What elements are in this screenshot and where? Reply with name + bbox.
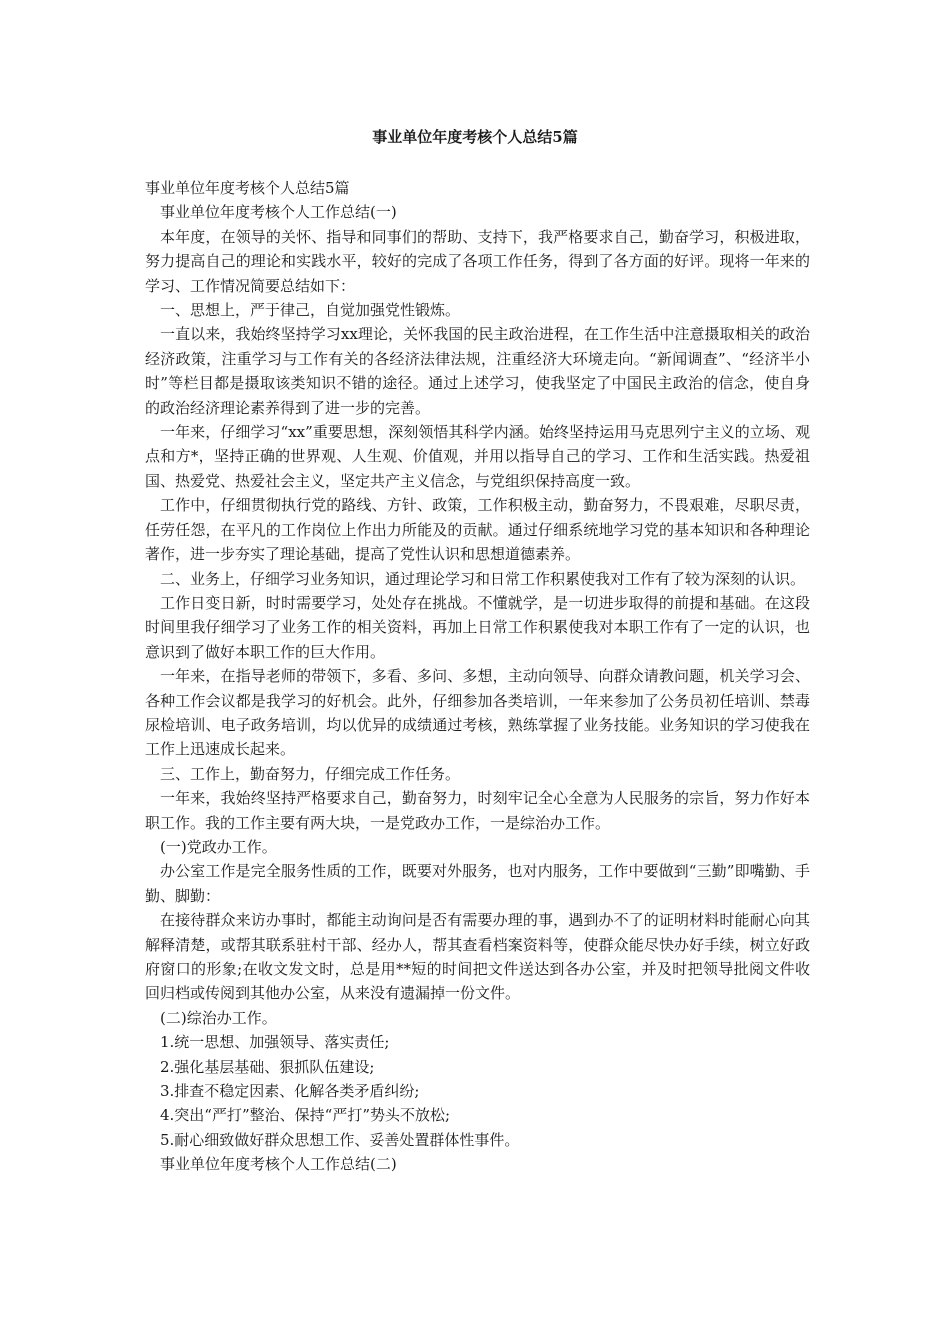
paragraph: 办公室工作是完全服务性质的工作，既要对外服务，也对内服务，工作中要做到“三勤”即嘴勤、手勤、脚勤：	[145, 862, 810, 905]
subsection-heading: (一)党政办工作。	[160, 837, 277, 856]
list-item: 3.排查不稳定因素、化解各类矛盾纠纷;	[160, 1082, 420, 1101]
paragraph: 一年来，我始终坚持严格要求自己，勤奋努力，时刻牢记全心全意为人民服务的宗旨，努力作好本职工作。我的工作主要有两大块，一是党政办工作，一是综治办工作。	[145, 789, 810, 832]
subsection-heading: 三、工作上，勤奋努力，仔细完成工作任务。	[160, 764, 461, 783]
paragraph: 在接待群众来访办事时，都能主动询问是否有需要办理的事，遇到办不了的证明材料时能耐心向其解释清楚，或帮其联系驻村干部、经办人，帮其查看档案资料等，使群众能尽快办好手续，树立好政府窗口的形象;在收文发文时，总是用**短的时间把文件送达到各办公室，并及时把领导批阅文件收回归档或传阅到其他办公室，从来没有遗漏掉一份文件。	[145, 911, 810, 1003]
subsection-heading: 一、思想上，严于律己，自觉加强党性锻炼。	[160, 301, 461, 320]
paragraph: 一直以来，我始终坚持学习xx理论，关怀我国的民主政治进程，在工作生活中注意摄取相关的政治经济政策，注重学习与工作有关的各经济法律法规，注重经济大环境走向。“新闻调查”、“经济半小时”等栏目都是摄取该类知识不错的途径。通过上述学习，使我坚定了中国民主政治的信念，使自身的政治经济理论素养得到了进一步的完善。	[145, 325, 810, 417]
document-body	[145, 176, 810, 1177]
list-item: 4.突出“严打”整治、保持“严打”势头不放松;	[160, 1106, 451, 1125]
section-heading: 事业单位年度考核个人工作总结(一)	[160, 203, 397, 222]
list-item: 2.强化基层基础、狠抓队伍建设;	[160, 1057, 375, 1076]
document-title: 事业单位年度考核个人总结5篇	[372, 128, 578, 146]
paragraph: 工作中，仔细贯彻执行党的路线、方针、政策，工作积极主动，勤奋努力，不畏艰难，尽职尽责，任劳任怨，在平凡的工作岗位上作出力所能及的贡献。通过仔细系统地学习党的基本知识和各种理论著作，进一步夯实了理论基础，提高了党性认识和思想道德素养。	[145, 496, 810, 564]
section-heading: 事业单位年度考核个人工作总结(二)	[160, 1155, 397, 1174]
paragraph: 本年度，在领导的关怀、指导和同事们的帮助、支持下，我严格要求自己，勤奋学习，积极进取，努力提高自己的理论和实践水平，较好的完成了各项工作任务，得到了各方面的好评。现将一年来的学习、工作情况简要总结如下：	[145, 227, 810, 295]
subsection-heading: 二、业务上，仔细学习业务知识，通过理论学习和日常工作积累使我对工作有了较为深刻的认识。	[160, 569, 806, 588]
paragraph: 工作日变日新，时时需要学习，处处存在挑战。不懂就学，是一切进步取得的前提和基础。在这段时间里我仔细学习了业务工作的相关资料，再加上日常工作积累使我对本职工作有了一定的认识，也意识到了做好本职工作的巨大作用。	[145, 593, 810, 661]
list-item: 5.耐心细致做好群众思想工作、妥善处置群体性事件。	[160, 1130, 520, 1149]
subsection-heading: (二)综治办工作。	[160, 1008, 277, 1027]
paragraph: 一年来，仔细学习“xx”重要思想，深刻领悟其科学内涵。始终坚持运用马克思列宁主义的立场、观点和方*，坚持正确的世界观、人生观、价值观，并用以指导自己的学习、工作和生活实践。热爱祖国、热爱党、热爱社会主义，坚定共产主义信念，与党组织保持高度一致。	[145, 423, 810, 490]
body-heading: 事业单位年度考核个人总结5篇	[145, 179, 350, 197]
list-item: 1.统一思想、加强领导、落实责任;	[160, 1033, 390, 1052]
paragraph: 一年来，在指导老师的带领下，多看、多问、多想，主动向领导、向群众请教问题，机关学习会、各种工作会议都是我学习的好机会。此外，仔细参加各类培训，一年来参加了公务员初任培训、禁毒尿检培训、电子政务培训，均以优异的成绩通过考核，熟练掌握了业务技能。业务知识的学习使我在工作上迅速成长起来。	[145, 667, 810, 759]
